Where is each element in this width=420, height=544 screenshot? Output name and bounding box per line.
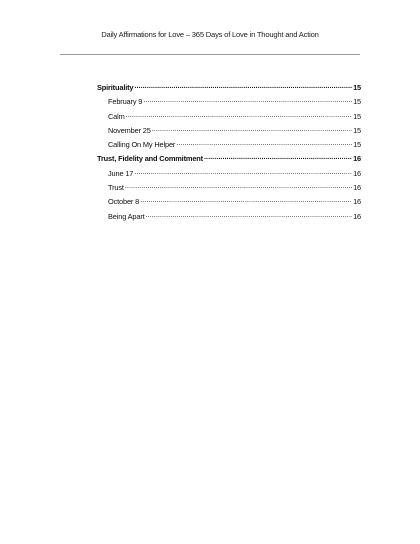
toc-section-entry[interactable] (97, 82, 361, 96)
toc-dot-leader (204, 153, 352, 161)
toc-page-number: 16 (353, 197, 361, 207)
toc-page-number: 16 (353, 154, 361, 164)
toc-entry-label: February 9 (108, 97, 143, 107)
toc-entry-label: November 25 (108, 125, 151, 135)
toc-entry-label: Trust, Fidelity and Commitment (97, 154, 203, 164)
toc-entry-label: Calling On My Helper (108, 140, 176, 150)
table-of-contents (97, 82, 361, 225)
toc-subentry[interactable] (97, 168, 361, 182)
toc-subentry[interactable] (97, 211, 361, 225)
toc-subentry[interactable] (97, 125, 361, 139)
toc-page-number: 15 (353, 125, 361, 135)
toc-entry-label: October 8 (108, 197, 140, 207)
toc-dot-leader (146, 211, 353, 219)
toc-page-number: 16 (353, 211, 361, 221)
toc-page-number: 15 (353, 111, 361, 121)
toc-dot-leader (125, 182, 352, 190)
toc-page-number: 16 (353, 168, 361, 178)
toc-entry-label: Calm (108, 111, 125, 121)
toc-dot-leader (152, 125, 352, 133)
toc-page-number: 15 (353, 83, 361, 92)
toc-section-entry[interactable] (97, 153, 361, 167)
toc-dot-leader (134, 82, 352, 90)
toc-subentry[interactable] (97, 111, 361, 125)
toc-subentry[interactable] (97, 96, 361, 110)
toc-entry-label: June 17 (108, 168, 134, 178)
toc-entry-label: Spirituality (97, 83, 134, 92)
toc-subentry[interactable] (97, 182, 361, 196)
running-header: Daily Affirmations for Love – 365 Days of Love in Thought and Action (101, 30, 319, 39)
toc-subentry[interactable] (97, 139, 361, 153)
toc-dot-leader (126, 111, 352, 119)
toc-subentry[interactable] (97, 196, 361, 210)
header-divider (60, 54, 360, 55)
toc-dot-leader (140, 196, 352, 204)
toc-entry-label: Being Apart (108, 211, 145, 221)
toc-dot-leader (134, 168, 352, 176)
toc-page-number: 16 (353, 183, 361, 193)
toc-entry-label: Trust (108, 183, 124, 193)
toc-dot-leader (143, 96, 352, 104)
toc-dot-leader (176, 139, 352, 147)
toc-page-number: 15 (353, 97, 361, 107)
toc-page-number: 15 (353, 140, 361, 150)
